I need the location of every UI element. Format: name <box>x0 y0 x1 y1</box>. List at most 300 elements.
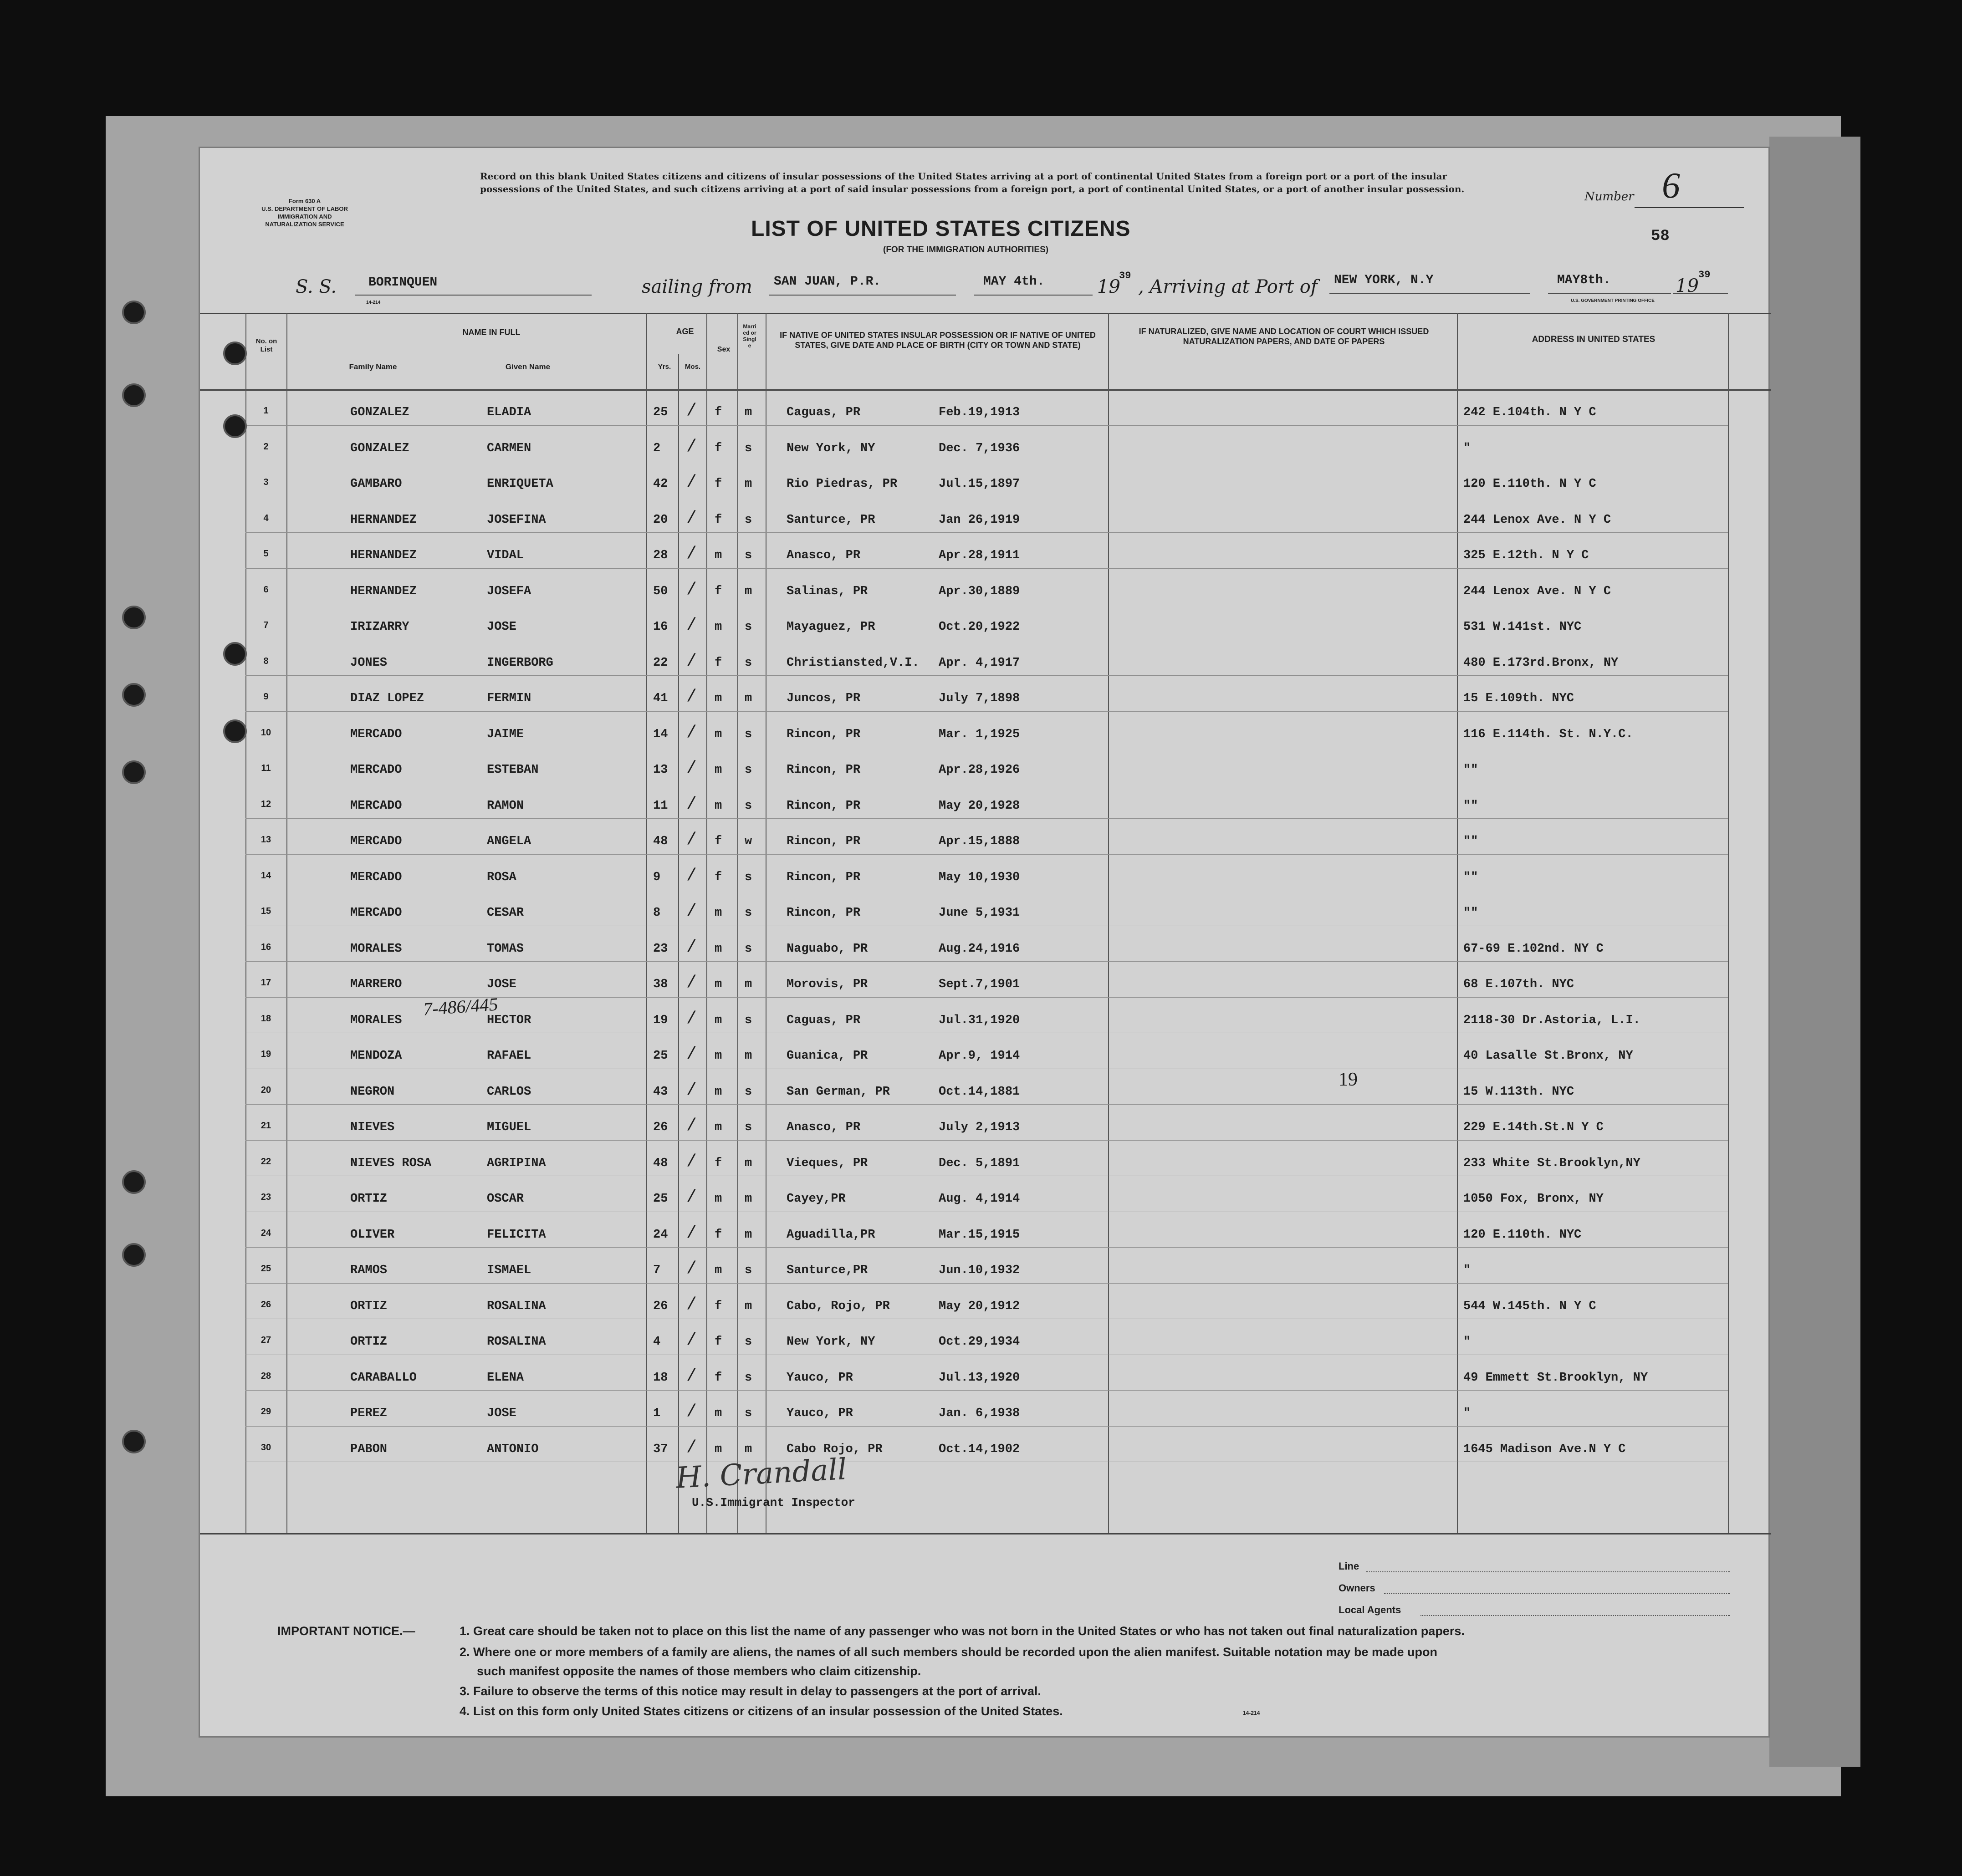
marital-status: m <box>745 692 752 705</box>
table-bottom-rule <box>200 1533 1771 1534</box>
address: 2118-30 Dr.Astoria, L.I. <box>1463 1013 1640 1027</box>
sex: m <box>715 763 722 777</box>
family-name: HERNANDEZ <box>350 549 417 562</box>
birth-place: New York, NY <box>787 1335 875 1349</box>
header-sex: Sex <box>717 346 731 353</box>
row-number: 26 <box>261 1299 271 1310</box>
family-name: NEGRON <box>350 1085 395 1099</box>
address: 15 W.113th. NYC <box>1463 1085 1574 1099</box>
family-name: IRIZARRY <box>350 620 409 634</box>
address: 120 E.110th. N Y C <box>1463 477 1596 491</box>
age-years: 11 <box>653 799 668 813</box>
page-subtitle: (FOR THE IMMIGRATION AUTHORITIES) <box>883 245 1049 255</box>
row-number: 20 <box>261 1085 271 1095</box>
given-name: ANGELA <box>487 835 531 848</box>
age-years: 48 <box>653 835 668 848</box>
birth-place: New York, NY <box>787 441 875 455</box>
ship-name: BORINQUEN <box>368 275 438 290</box>
header-married-single: Married or Single <box>743 323 756 349</box>
birth-date: May 10,1930 <box>939 870 1020 884</box>
birth-date: Oct.14,1902 <box>939 1442 1020 1456</box>
arrive-year-underline <box>1673 293 1728 294</box>
row-divider <box>245 568 1728 569</box>
address: 244 Lenox Ave. N Y C <box>1463 513 1611 527</box>
port-to-underline <box>1329 293 1530 294</box>
page-title: LIST OF UNITED STATES CITIZENS <box>751 217 1131 241</box>
sex: m <box>715 1121 722 1134</box>
row-number: 9 <box>263 692 269 702</box>
given-name: ROSA <box>487 870 516 884</box>
binder-hole <box>122 1170 146 1194</box>
given-name: CARMEN <box>487 441 531 455</box>
printer-mark-right: U.S. GOVERNMENT PRINTING OFFICE <box>1571 298 1655 303</box>
binder-hole <box>223 342 247 365</box>
manifest-page <box>199 147 1770 1738</box>
birth-place: Santurce, PR <box>787 513 875 527</box>
age-months-mark: / <box>686 830 697 850</box>
form-code: 14-214 <box>1243 1710 1260 1716</box>
address: 40 Lasalle St.Bronx, NY <box>1463 1049 1633 1063</box>
col-line-5 <box>737 313 738 1533</box>
birth-place: Anasco, PR <box>787 549 861 562</box>
address: "" <box>1463 906 1478 920</box>
family-name: GONZALEZ <box>350 406 409 419</box>
sex: f <box>715 1156 722 1170</box>
row-number: 8 <box>263 656 269 666</box>
binder-hole <box>122 383 146 407</box>
age-months-mark: / <box>686 508 697 528</box>
address: 229 E.14th.St.N Y C <box>1463 1121 1604 1134</box>
age-months-mark: / <box>686 759 697 778</box>
address: 49 Emmett St.Brooklyn, NY <box>1463 1371 1648 1385</box>
birth-date: Apr.9, 1914 <box>939 1049 1020 1063</box>
row-number: 15 <box>261 906 271 916</box>
family-name: MERCADO <box>350 799 402 813</box>
age-years: 16 <box>653 620 668 634</box>
row-number: 6 <box>263 584 269 595</box>
notice-item-3: 3. Failure to observe the terms of this notice may result in delay to passengers at the port of arrival. <box>460 1684 1041 1698</box>
binder-hole <box>122 606 146 629</box>
port-to: NEW YORK, N.Y <box>1334 273 1434 287</box>
given-name: ELENA <box>487 1371 524 1385</box>
age-months-mark: / <box>686 1223 697 1243</box>
header-age: AGE <box>676 327 694 336</box>
address: 531 W.141st. NYC <box>1463 620 1582 634</box>
birth-place: Rio Piedras, PR <box>787 477 898 491</box>
address: 120 E.110th. NYC <box>1463 1228 1582 1242</box>
sex: f <box>715 441 722 455</box>
birth-date: Apr.30,1889 <box>939 584 1020 598</box>
row-divider <box>245 1104 1728 1105</box>
age-months-mark: / <box>686 1295 697 1315</box>
address: 325 E.12th. N Y C <box>1463 549 1589 562</box>
binder-hole <box>122 683 146 707</box>
notice-item-2-continued: such manifest opposite the names of those members who claim citizenship. <box>477 1664 921 1678</box>
arriving-label: , Arriving at Port of <box>1138 276 1318 297</box>
family-name: NIEVES ROSA <box>350 1156 432 1170</box>
given-name: ESTEBAN <box>487 763 539 777</box>
family-name: MERCADO <box>350 763 402 777</box>
birth-place: Christiansted,V.I. <box>787 656 920 670</box>
sail-year: 39 <box>1119 270 1131 281</box>
birth-date: Jul.15,1897 <box>939 477 1020 491</box>
birth-date: Oct.20,1922 <box>939 620 1020 634</box>
family-name: ORTIZ <box>350 1192 388 1206</box>
birth-place: Cabo, Rojo, PR <box>787 1299 890 1313</box>
age-years: 9 <box>653 870 661 884</box>
given-name: VIDAL <box>487 549 524 562</box>
age-months-mark: / <box>686 401 697 421</box>
sex: m <box>715 1407 722 1420</box>
line-label: Line <box>1339 1560 1359 1572</box>
age-years: 41 <box>653 692 668 705</box>
side-paper-edge <box>1769 137 1860 1767</box>
sex: m <box>715 799 722 813</box>
header-given-name: Given Name <box>505 362 551 371</box>
handwritten-number: 7-486/445 <box>422 994 499 1020</box>
sex: m <box>715 549 722 562</box>
birth-place: San German, PR <box>787 1085 890 1099</box>
sex: f <box>715 513 722 527</box>
marital-status: m <box>745 1156 752 1170</box>
age-months-mark: / <box>686 1152 697 1172</box>
family-name: MERCADO <box>350 870 402 884</box>
address: 1645 Madison Ave.N Y C <box>1463 1442 1626 1456</box>
birth-place: Vieques, PR <box>787 1156 868 1170</box>
marital-status: s <box>745 441 752 455</box>
col-line-0 <box>245 313 246 1533</box>
marital-status: s <box>745 1407 752 1420</box>
row-number: 18 <box>261 1013 271 1024</box>
family-name: MARRERO <box>350 978 402 991</box>
age-years: 8 <box>653 906 661 920</box>
age-months-mark: / <box>686 937 697 957</box>
sex: m <box>715 1013 722 1027</box>
age-years: 26 <box>653 1299 668 1313</box>
given-name: INGERBORG <box>487 656 553 670</box>
given-name: CESAR <box>487 906 524 920</box>
age-years: 26 <box>653 1121 668 1134</box>
address: " <box>1463 1264 1471 1277</box>
age-years: 1 <box>653 1407 661 1420</box>
family-name: OLIVER <box>350 1228 395 1242</box>
birth-place: Rincon, PR <box>787 870 861 884</box>
arrive-year: 39 <box>1698 269 1711 280</box>
family-name: DIAZ LOPEZ <box>350 692 424 705</box>
birth-place: Rincon, PR <box>787 835 861 848</box>
age-years: 37 <box>653 1442 668 1456</box>
age-months-mark: / <box>686 1366 697 1386</box>
marital-status: s <box>745 906 752 920</box>
notice-title: IMPORTANT NOTICE.— <box>277 1624 415 1638</box>
birth-date: Apr.28,1926 <box>939 763 1020 777</box>
row-number: 5 <box>263 549 269 559</box>
family-name: RAMOS <box>350 1264 388 1277</box>
birth-date: Aug. 4,1914 <box>939 1192 1020 1206</box>
birth-place: Anasco, PR <box>787 1121 861 1134</box>
birth-date: Sept.7,1901 <box>939 978 1020 991</box>
printer-mark-left: 14-214 <box>366 300 381 305</box>
marital-status: m <box>745 1228 752 1242</box>
header-family-name: Family Name <box>349 362 397 371</box>
given-name: TOMAS <box>487 942 524 956</box>
row-divider <box>245 425 1728 426</box>
row-number: 22 <box>261 1156 271 1167</box>
col-line-2 <box>646 313 647 1533</box>
line-field <box>1366 1571 1730 1572</box>
table-header-rule <box>200 389 1771 391</box>
binder-hole <box>122 760 146 784</box>
given-name: RAMON <box>487 799 524 813</box>
given-name: FERMIN <box>487 692 531 705</box>
given-name: RAFAEL <box>487 1049 531 1063</box>
marital-status: m <box>745 584 752 598</box>
given-name: ROSALINA <box>487 1335 546 1349</box>
birth-place: Yauco, PR <box>787 1407 853 1420</box>
age-years: 28 <box>653 549 668 562</box>
age-years: 25 <box>653 406 668 419</box>
col-line-4 <box>706 313 707 1533</box>
age-months-mark: / <box>686 723 697 743</box>
number-label: Number <box>1584 190 1634 204</box>
age-months-mark: / <box>686 1438 697 1458</box>
age-years: 14 <box>653 727 668 741</box>
row-number: 4 <box>263 513 269 523</box>
col-line-3 <box>678 354 679 1533</box>
marital-status: m <box>745 1192 752 1206</box>
age-months-mark: / <box>686 1188 697 1207</box>
sex: m <box>715 1085 722 1099</box>
binder-hole <box>223 719 247 743</box>
age-months-mark: / <box>686 1402 697 1422</box>
address: "" <box>1463 835 1478 848</box>
row-divider <box>245 854 1728 855</box>
binder-hole <box>122 301 146 324</box>
ship-underline <box>355 295 592 296</box>
birth-date: Apr. 4,1917 <box>939 656 1020 670</box>
age-years: 22 <box>653 656 668 670</box>
sex: f <box>715 406 722 419</box>
arrive-date-underline <box>1548 293 1671 294</box>
sex: m <box>715 727 722 741</box>
birth-place: Salinas, PR <box>787 584 868 598</box>
birth-date: Apr.28,1911 <box>939 549 1020 562</box>
marital-status: s <box>745 656 752 670</box>
family-name: HERNANDEZ <box>350 584 417 598</box>
table-top-rule <box>200 313 1771 314</box>
age-months-mark: / <box>686 580 697 600</box>
age-months-mark: / <box>686 1080 697 1100</box>
age-months-mark: / <box>686 687 697 707</box>
address: 67-69 E.102nd. NY C <box>1463 942 1604 956</box>
row-number: 1 <box>263 406 269 416</box>
family-name: ORTIZ <box>350 1299 388 1313</box>
row-divider <box>245 1390 1728 1391</box>
sex: m <box>715 1264 722 1277</box>
family-name: CARABALLO <box>350 1371 417 1385</box>
row-number: 13 <box>261 835 271 845</box>
row-number: 17 <box>261 978 271 988</box>
row-divider <box>245 1426 1728 1427</box>
birth-date: July 2,1913 <box>939 1121 1020 1134</box>
birth-place: Caguas, PR <box>787 1013 861 1027</box>
row-divider <box>245 711 1728 712</box>
age-years: 18 <box>653 1371 668 1385</box>
family-name: GAMBARO <box>350 477 402 491</box>
age-years: 48 <box>653 1156 668 1170</box>
arrive-date: MAY8th. <box>1557 273 1611 287</box>
row-divider <box>245 675 1728 676</box>
col-line-1 <box>286 313 287 1533</box>
age-months-mark: / <box>686 1045 697 1064</box>
sex: f <box>715 477 722 491</box>
family-name: ORTIZ <box>350 1335 388 1349</box>
row-number: 21 <box>261 1121 271 1131</box>
row-number: 10 <box>261 727 271 738</box>
row-number: 24 <box>261 1228 271 1238</box>
address: "" <box>1463 870 1478 884</box>
sex: m <box>715 692 722 705</box>
age-years: 20 <box>653 513 668 527</box>
marital-status: s <box>745 1371 752 1385</box>
binder-hole <box>223 414 247 438</box>
sex: m <box>715 978 722 991</box>
sail-date-underline <box>974 295 1093 296</box>
birth-place: Juncos, PR <box>787 692 861 705</box>
notice-item-4: 4. List on this form only United States citizens or citizens of an insular possession of the United States. <box>460 1704 1063 1718</box>
marital-status: m <box>745 1299 752 1313</box>
sail-date: MAY 4th. <box>983 275 1045 289</box>
header-yrs: Yrs. <box>658 363 671 371</box>
row-divider <box>245 1247 1728 1248</box>
family-name: HERNANDEZ <box>350 513 417 527</box>
form-identifier: Form 630 A U.S. DEPARTMENT OF LABOR IMMIGRATION AND NATURALIZATION SERVICE <box>261 198 348 228</box>
given-name: ELADIA <box>487 406 531 419</box>
given-name: JOSE <box>487 978 516 991</box>
birth-place: Naguabo, PR <box>787 942 868 956</box>
row-number: 29 <box>261 1407 271 1417</box>
birth-date: Aug.24,1916 <box>939 942 1020 956</box>
form-instructions: Record on this blank United States citizens and citizens of insular possessions of the United States arriving at a port of continental United States from a foreign port or a port of the insular possessions of the United States, and such citizens arriving at a port of said insular possessions from a foreign port, a port of continental United States, or a port of another insular possession. <box>480 171 1465 194</box>
ss-label: S. S. <box>296 276 337 297</box>
birth-date: Jan 26,1919 <box>939 513 1020 527</box>
family-name: MERCADO <box>350 835 402 848</box>
family-name: PEREZ <box>350 1407 388 1420</box>
marital-status: s <box>745 620 752 634</box>
sex: f <box>715 1228 722 1242</box>
birth-date: Dec. 5,1891 <box>939 1156 1020 1170</box>
address: 544 W.145th. N Y C <box>1463 1299 1596 1313</box>
age-years: 38 <box>653 978 668 991</box>
given-name: JOSE <box>487 620 516 634</box>
birth-date: July 7,1898 <box>939 692 1020 705</box>
address: 1050 Fox, Bronx, NY <box>1463 1192 1604 1206</box>
marital-status: s <box>745 1335 752 1349</box>
row-number: 28 <box>261 1371 271 1381</box>
birth-place: Rincon, PR <box>787 799 861 813</box>
marital-status: s <box>745 549 752 562</box>
age-months-mark: / <box>686 1116 697 1136</box>
given-name: CARLOS <box>487 1085 531 1099</box>
sex: f <box>715 1335 722 1349</box>
birth-date: Mar. 1,1925 <box>939 727 1020 741</box>
age-months-mark: / <box>686 1009 697 1029</box>
birth-place: Cabo Rojo, PR <box>787 1442 883 1456</box>
row-number: 27 <box>261 1335 271 1345</box>
birth-place: Guanica, PR <box>787 1049 868 1063</box>
marital-status: m <box>745 406 752 419</box>
header-mos: Mos. <box>685 363 701 371</box>
marital-status: s <box>745 1085 752 1099</box>
row-number: 11 <box>261 763 271 773</box>
age-years: 24 <box>653 1228 668 1242</box>
birth-date: Oct.29,1934 <box>939 1335 1020 1349</box>
row-number: 2 <box>263 441 269 452</box>
header-name-in-full: NAME IN FULL <box>462 328 521 337</box>
age-months-mark: / <box>686 1331 697 1350</box>
row-divider <box>245 818 1728 819</box>
address: " <box>1463 1335 1471 1349</box>
sex: m <box>715 620 722 634</box>
marital-status: m <box>745 1049 752 1063</box>
row-number: 30 <box>261 1442 271 1453</box>
row-number: 7 <box>263 620 269 630</box>
sex: f <box>715 1371 722 1385</box>
row-divider <box>245 1283 1728 1284</box>
birth-date: May 20,1912 <box>939 1299 1020 1313</box>
age-months-mark: / <box>686 616 697 635</box>
row-divider <box>245 532 1728 533</box>
given-name: AGRIPINA <box>487 1156 546 1170</box>
family-name: JONES <box>350 656 388 670</box>
marital-status: m <box>745 1442 752 1456</box>
given-name: ANTONIO <box>487 1442 539 1456</box>
given-name: FELICITA <box>487 1228 546 1242</box>
year-prefix-2: 19 <box>1676 275 1699 296</box>
given-name: JAIME <box>487 727 524 741</box>
marital-status: s <box>745 727 752 741</box>
header-no-on-list: No. on List <box>255 337 277 353</box>
year-prefix: 19 <box>1097 276 1120 297</box>
marital-status: s <box>745 1121 752 1134</box>
birth-place: Rincon, PR <box>787 727 861 741</box>
inspector-label: U.S.Immigrant Inspector <box>692 1496 855 1509</box>
birth-place: Rincon, PR <box>787 906 861 920</box>
inspector-signature: H. Crandall <box>675 1453 848 1495</box>
birth-date: Jul.13,1920 <box>939 1371 1020 1385</box>
binder-hole <box>122 1430 146 1453</box>
sex: f <box>715 584 722 598</box>
col-line-9 <box>1728 313 1729 1533</box>
notice-item-2: 2. Where one or more members of a family are aliens, the names of all such members should be recorded upon the alien manifest. Suitable notation may be made upon <box>460 1645 1438 1659</box>
given-name: JOSEFINA <box>487 513 546 527</box>
sex: m <box>715 1192 722 1206</box>
sheet-number: 58 <box>1651 228 1670 245</box>
sailing-from-label: sailing from <box>642 276 752 297</box>
family-name: MERCADO <box>350 906 402 920</box>
marital-status: s <box>745 799 752 813</box>
local-agents-field <box>1420 1615 1730 1616</box>
family-name: GONZALEZ <box>350 441 409 455</box>
birth-place: Aguadilla,PR <box>787 1228 875 1242</box>
age-years: 13 <box>653 763 668 777</box>
age-years: 25 <box>653 1192 668 1206</box>
sex: m <box>715 1049 722 1063</box>
birth-date: Jul.31,1920 <box>939 1013 1020 1027</box>
birth-date: Oct.14,1881 <box>939 1085 1020 1099</box>
address: " <box>1463 441 1471 455</box>
row-number: 23 <box>261 1192 271 1202</box>
